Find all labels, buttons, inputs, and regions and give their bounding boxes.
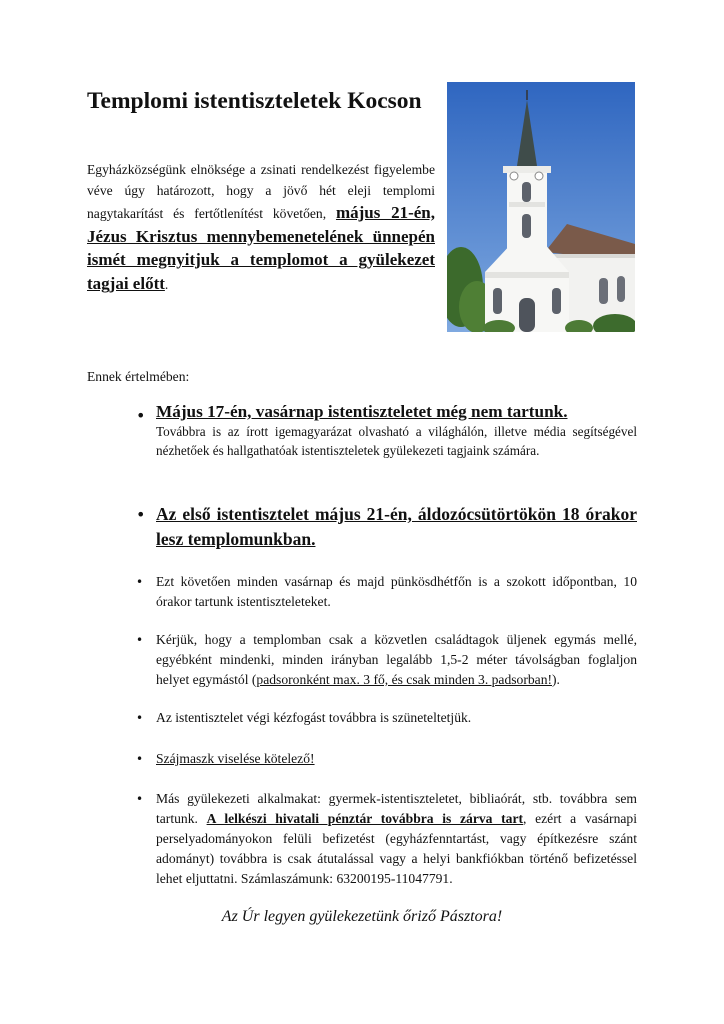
intro-emphasis: május 21-én, Jézus Krisztus mennybemenetelének ünnepén ismét megnyitjuk a templomot a gyülekezet tagjai előtt [87,203,435,293]
closing-blessing: Az Úr legyen gyülekezetünk őriző Pásztora! [221,908,503,925]
item-2-heading: Az első istentisztelet május 21-én, áldozócsütörtökön 18 órakor lesz templomunkban. [156,504,637,549]
list-item-4 [136,630,637,690]
bullet: • [136,711,144,725]
bullet: • [136,633,144,647]
lead-text: Ennek értelmében: [87,369,190,384]
item-5-text: Az istentisztelet végi kézfogást továbbra is szüneteltetjük. [156,710,472,725]
item-4-text: Kérjük, hogy a templomban csak a közvetlen családtagok üljenek egymás mellé, egyébként mindenki, minden irányban legalább 1,5-2 méter távolságban foglaljon helyet egymástól ( [156,632,637,687]
item-7-rest: , ezért a vasárnapi perselyadományokon felüli befizetést (egyházfenntartást, vagy építkezésre szánt adományt) továbbra is csak átutalással vagy a helyi bankfiókban történő befizetéssel lehet eljuttatni. Számlaszámunk: 63200195-11047791. [156,811,637,886]
list-item-1 [136,401,637,460]
church-illustration [447,82,635,332]
item-7-text: Más gyülekezeti alkalmakat: gyermek-istentiszteletet, bibliaórát, stb. továbbra sem tartunk. [156,791,637,826]
item-1-heading: Május 17-én, vasárnap istentiszteletet még nem tartunk. [156,402,568,421]
bullet: • [136,406,146,425]
list-item-3 [136,572,637,612]
church-photo [447,82,635,332]
item-6-underlined: Szájmaszk viselése kötelező! [156,751,315,766]
item-4-underlined: padsoronként max. 3 fő, és csak minden 3. padsorban! [256,672,553,687]
item-4-end: ). [552,672,560,687]
bullet: • [136,505,146,524]
bullet: • [136,752,144,766]
intro-paragraph [87,160,435,295]
list-item-2 [136,502,637,552]
intro-text: Egyházközségünk elnöksége a zsinati rendelkezést figyelembe véve úgy határozott, hogy a jövő hét eleji templomi nagytakarítást és fertőtlenítést követően, [87,162,435,221]
list-item-5 [136,708,637,728]
item-1-body: Továbbra is az írott igemagyarázat olvasható a világhálón, illetve média segítségével nézhetőek és hallgathatóak istentiszteletek gyülekezeti tagjaink számára. [156,424,637,458]
page-title: Templomi istentiszteletek Kocson [87,88,422,114]
item-3-text: Ezt követően minden vasárnap és majd pünkösdhétfőn is a szokott időpontban, 10 órakor tartunk istentiszteleteket. [156,574,637,609]
item-7-underlined-bold: A lelkészi hivatali pénztár továbbra is zárva tart [206,811,524,826]
intro-end: . [164,276,169,292]
list-item-7 [136,789,637,889]
bullet: • [136,792,144,806]
bullet: • [136,575,144,589]
list-item-6 [136,749,637,769]
